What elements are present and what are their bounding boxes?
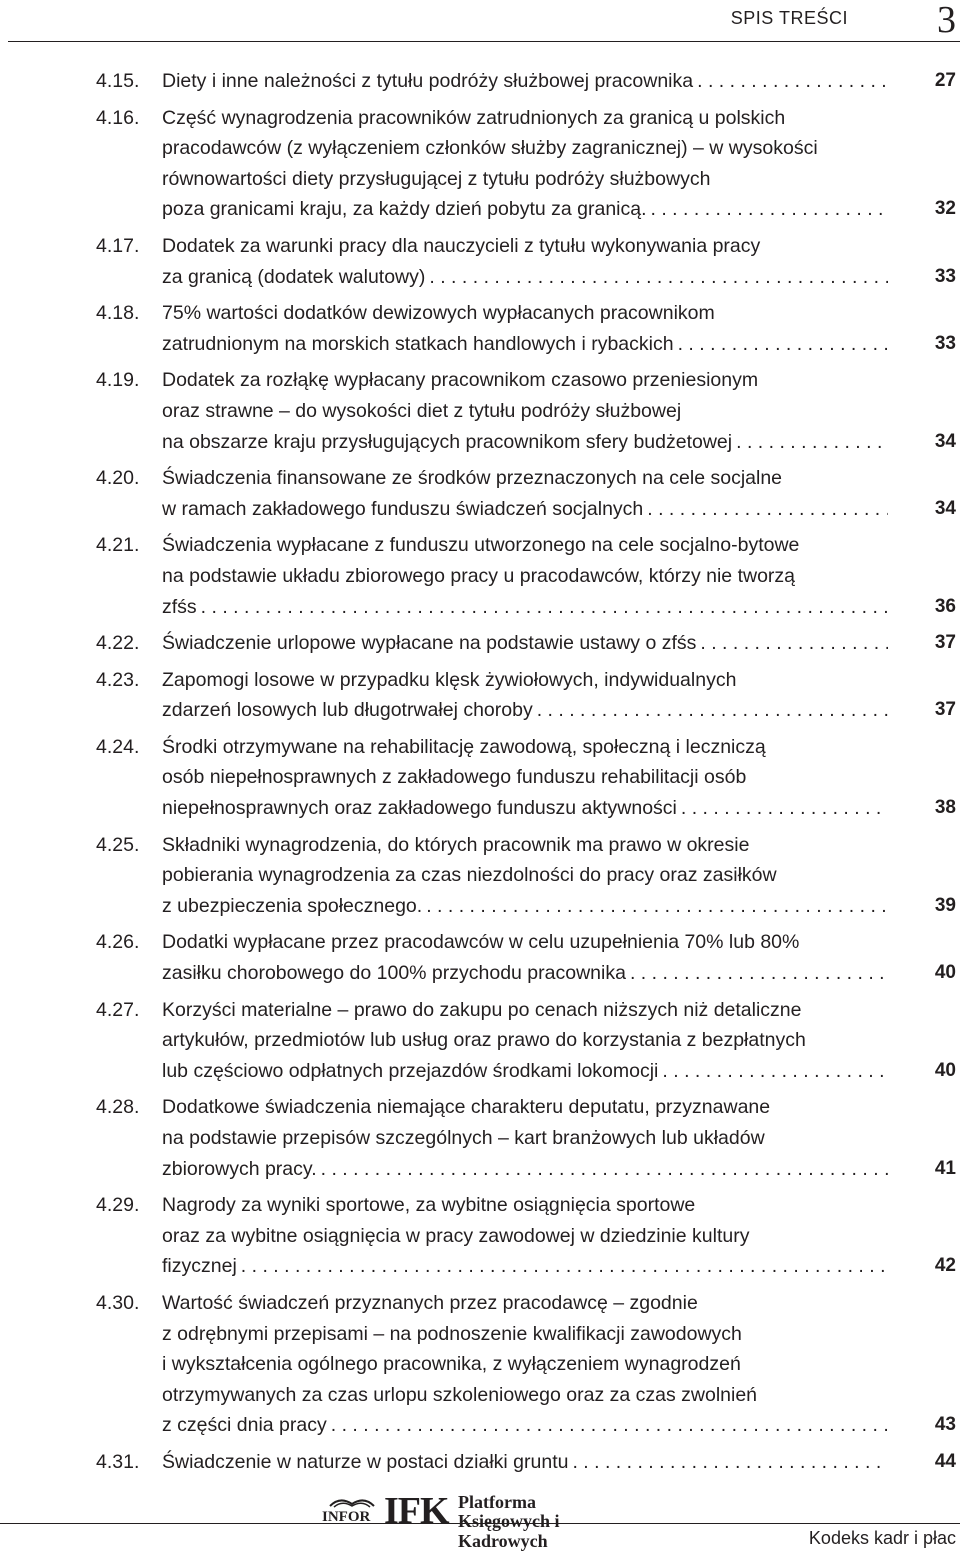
dot-leader [426,891,888,922]
toc-entry-line-text: zbiorowych pracy. [162,1157,317,1180]
toc-entry-line [162,329,888,360]
toc-entry[interactable] [96,530,956,622]
toc-entry-page: 36 [934,595,956,617]
toc-entry[interactable] [96,365,956,457]
toc-entry-line-text: Świadczenie urlopowe wypłacane na podstawie ustawy o zfśs [162,632,697,655]
toc-entry-page: 38 [934,797,956,819]
toc-entry-line [162,793,888,824]
toc-entry-line-text: niepełnosprawnych oraz zakładowego funduszu aktywności [162,797,677,820]
toc-entry-line-text: na obszarze kraju przysługujących pracownikom sfery budżetowej [162,430,733,453]
dot-leader [647,494,888,525]
logo-brand-line1: Platforma [458,1492,536,1512]
toc-entry-line: pracodawców (z wyłączeniem członków służby zagranicznej) – w wysokości [162,137,818,160]
toc-entry-number: 4.16. [96,106,140,129]
toc-entry-page: 44 [934,1450,956,1472]
toc-entry-line-text: Diety i inne należności z tytułu podróży służbowej pracownika [162,70,694,92]
toc-entry-line: otrzymywanych za czas urlopu szkoleniowego oraz za czas zwolnień [162,1383,758,1406]
toc-entry-line [162,891,888,922]
toc-entry-number: 4.30. [96,1291,140,1314]
toc-entry-page: 40 [934,962,956,984]
publisher-logo [322,1490,642,1551]
toc-entry-line: i wykształcenia ogólnego pracownika, z wyłączeniem wynagrodzeń [162,1353,741,1376]
toc-entry-line: oraz za wybitne osiągnięcia w pracy zawodowej w dziedzinie kultury [162,1224,750,1247]
toc-entry-title [162,66,888,97]
header-rule [8,41,960,42]
toc-entry-number: 4.25. [96,833,140,856]
toc-entry-line [162,494,888,525]
toc-entry-line [162,1154,888,1185]
toc-entry-line-text: z części dnia pracy [162,1414,327,1437]
toc-entry[interactable] [96,463,956,524]
toc-entry-line-text: zdarzeń losowych lub długotrwałej choroby [162,699,533,722]
toc-entry-page: 42 [934,1255,956,1277]
toc-entry-page: 34 [934,430,956,452]
toc-entry-title [162,665,888,726]
infor-book-icon [328,1496,376,1508]
toc-entry-line [162,427,888,458]
toc-entry-line: równowartości diety przysługującej z tytułu podróży służbowych [162,167,711,190]
dot-leader [537,695,888,726]
toc-entry[interactable] [96,732,956,824]
toc-entry[interactable] [96,1288,956,1441]
toc-entry-line: artykułów, przedmiotów lub usług oraz prawo do korzystania z bezpłatnych [162,1029,806,1052]
book-title: Kodeks kadr i płac [808,1528,956,1548]
toc-entry-number: 4.27. [96,998,140,1021]
toc-entry-line [162,194,888,225]
running-head: SPIS TREŚCI [730,8,848,28]
toc-entry-number: 4.18. [96,302,140,325]
toc-entry-title [162,463,888,524]
toc-entry-title [162,628,888,659]
toc-entry-line: Świadczenia wypłacane z funduszu utworzonego na cele socjalno-bytowe [162,534,800,557]
toc-entry-line: pobierania wynagrodzenia za czas niezdolności do pracy oraz zasiłków [162,864,777,887]
toc-entry-title [162,1288,888,1441]
toc-entry-title [162,830,888,922]
toc-entry-line [162,628,888,659]
toc-entry-number: 4.24. [96,735,140,758]
toc-entry-number: 4.23. [96,668,140,691]
toc-entry-page: 41 [934,1157,956,1179]
toc-entry-line-text: z ubezpieczenia społecznego. [162,894,423,917]
dot-leader [429,262,888,293]
toc-entry-line: Środki otrzymywane na rehabilitację zawodową, społeczną i leczniczą [162,735,766,758]
table-of-contents [96,66,956,1484]
toc-entry[interactable] [96,927,956,988]
toc-entry-line-text: zatrudnionym na morskich statkach handlowych i rybackich [162,332,674,355]
toc-entry[interactable] [96,231,956,292]
toc-entry-number: 4.21. [96,534,140,557]
toc-entry-number: 4.17. [96,234,140,257]
toc-entry-line: na podstawie układu zbiorowego pracy u pracodawców, którzy nie tworzą [162,564,796,587]
dot-leader [678,329,888,360]
toc-entry-title [162,1092,888,1184]
footer-rule [0,1523,960,1524]
toc-entry-line-text: za granicą (dodatek walutowy) [162,265,426,288]
toc-entry-line: z odrębnymi przepisami – na podnoszenie kwalifikacji zawodowych [162,1322,742,1345]
toc-entry-line: osób niepełnosprawnych z zakładowego funduszu rehabilitacji osób [162,766,747,789]
toc-entry-line [162,958,888,989]
toc-entry[interactable] [96,103,956,225]
toc-entry-line: 75% wartości dodatków dewizowych wypłacanych pracownikom [162,302,715,325]
toc-entry-number: 4.28. [96,1096,140,1119]
toc-entry-title [162,1447,888,1478]
toc-entry[interactable] [96,1190,956,1282]
toc-entry-line [162,1447,888,1478]
toc-entry-line-text: zfśs [162,595,197,618]
toc-entry-page: 33 [934,332,956,354]
toc-entry-line-text: poza granicami kraju, za każdy dzień pobytu za granicą. [162,198,647,221]
toc-entry[interactable] [96,995,956,1087]
toc-entry-page: 33 [934,265,956,287]
dot-leader [630,958,888,989]
toc-entry-title [162,927,888,988]
toc-entry-line [162,592,888,623]
dot-leader [201,592,888,623]
logo-ifk: IFK [384,1490,449,1532]
toc-entry-line [162,1410,888,1441]
toc-entry[interactable] [96,1092,956,1184]
toc-entry-line: Dodatek za rozłąkę wypłacany pracownikom czasowo przeniesionym [162,369,759,392]
toc-entry-line [162,1251,888,1282]
toc-entry-line: oraz strawne – do wysokości diet z tytułu podróży służbowej [162,399,682,422]
toc-entry-line: Nagrody za wyniki sportowe, za wybitne osiągnięcia sportowe [162,1194,696,1217]
page-header [0,0,960,44]
toc-entry-line-text: lub częściowo odpłatnych przejazdów środkami lokomocji [162,1059,659,1082]
toc-entry[interactable] [96,628,956,659]
toc-entry-number: 4.26. [96,931,140,954]
toc-entry-line: Dodatki wypłacane przez pracodawców w celu uzupełnienia 70% lub 80% [162,931,800,954]
dot-leader [331,1410,888,1441]
toc-entry-number: 4.20. [96,467,140,490]
dot-leader [651,194,888,225]
toc-entry-line: Składniki wynagrodzenia, do których pracownik ma prawo w okresie [162,833,750,856]
toc-entry-line [162,66,888,97]
logo-infor: INFOR [322,1509,371,1525]
toc-entry[interactable] [96,298,956,359]
toc-entry-line: Zapomogi losowe w przypadku klęsk żywiołowych, indywidualnych [162,668,737,691]
toc-entry-line-text: w ramach zakładowego funduszu świadczeń socjalnych [162,497,644,520]
toc-entry-line-text: Świadczenie w naturze w postaci działki gruntu [162,1450,569,1473]
toc-entry[interactable] [96,665,956,726]
dot-leader [697,66,888,97]
toc-entry-title [162,365,888,457]
toc-entry-title [162,231,888,292]
toc-entry-line: Korzyści materialne – prawo do zakupu po cenach niższych niż detaliczne [162,998,802,1021]
toc-entry-title [162,995,888,1087]
toc-entry-number: 4.19. [96,369,140,392]
toc-entry-page: 37 [934,699,956,721]
toc-entry-page: 39 [934,894,956,916]
toc-entry-title [162,530,888,622]
dot-leader [321,1154,888,1185]
dot-leader [681,793,888,824]
toc-entry-line: Dodatek za warunki pracy dla nauczycieli z tytułu wykonywania pracy [162,234,761,257]
toc-entry[interactable] [96,830,956,922]
toc-entry-title [162,732,888,824]
toc-entry-line: Wartość świadczeń przyznanych przez pracodawcę – zgodnie [162,1291,698,1314]
dot-leader [736,427,888,458]
toc-entry-page: 34 [934,497,956,519]
toc-entry-line [162,262,888,293]
toc-entry-page: 27 [934,70,956,91]
page-footer [0,1480,960,1551]
toc-entry-number: 4.15. [96,70,140,92]
toc-entry-title [162,103,888,225]
toc-entry-page: 43 [934,1414,956,1436]
toc-entry-line: Świadczenia finansowane ze środków przeznaczonych na cele socjalne [162,467,783,490]
toc-entry[interactable] [96,1447,956,1478]
toc-entry-line-text: zasiłku chorobowego do 100% przychodu pracownika [162,962,626,985]
toc-entry-title [162,1190,888,1282]
page-number: 3 [937,0,956,41]
toc-entry-number: 4.31. [96,1450,140,1473]
toc-entry-number: 4.22. [96,632,140,655]
dot-leader [572,1447,888,1478]
dot-leader [241,1251,888,1282]
toc-entry-number: 4.29. [96,1194,140,1217]
logo-brand-line2: Księgowych i Kadrowych [458,1511,560,1551]
toc-entry-page: 32 [934,198,956,220]
toc-entry[interactable] [96,66,956,97]
toc-entry-line [162,1056,888,1087]
toc-entry-line: na podstawie przepisów szczególnych – kart branżowych lub układów [162,1127,765,1149]
toc-entry-line: Dodatkowe świadczenia niemające charakteru deputatu, przyznawane [162,1096,771,1119]
toc-entry-page: 37 [934,632,956,654]
toc-entry-line [162,695,888,726]
toc-entry-line-text: fizycznej [162,1255,237,1278]
toc-entry-title [162,298,888,359]
toc-entry-line: Część wynagrodzenia pracowników zatrudnionych za granicą u polskich [162,106,786,129]
dot-leader [700,628,888,659]
dot-leader [662,1056,888,1087]
toc-entry-page: 40 [934,1059,956,1081]
